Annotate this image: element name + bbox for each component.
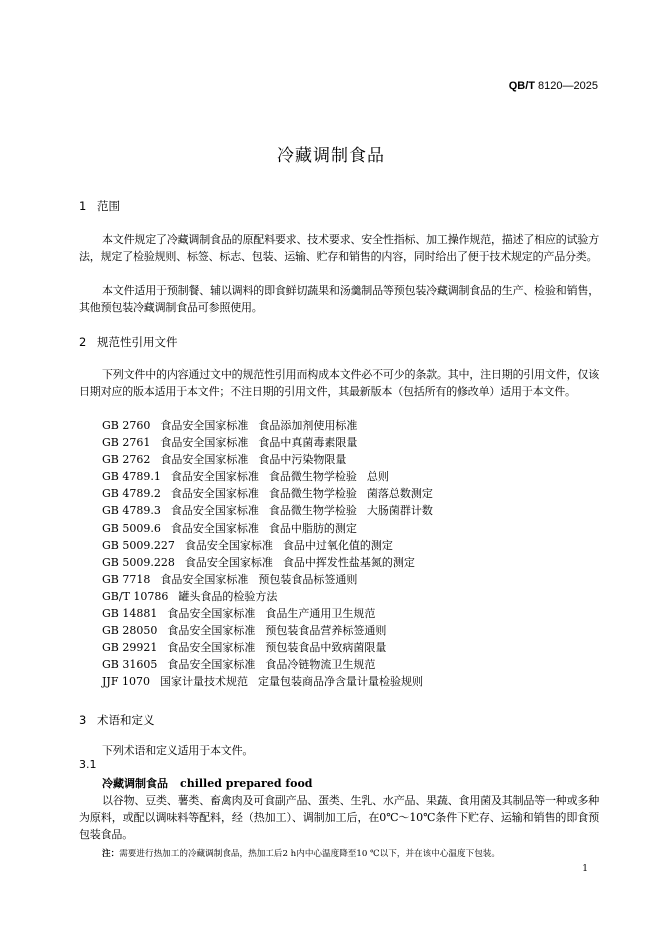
page-number: 1 — [582, 864, 588, 874]
section-2-paragraph-1: 下列文件中的内容通过文中的规范性引用而构成本文件必不可少的条款。其中，注日期的引用文件，仅该日期对应的版本适用于本文件；不注日期的引用文件，其最新版本（包括所有的修改单）适用于本文件。 — [79, 368, 599, 398]
term-heading — [102, 775, 312, 791]
section-number: 3 — [79, 713, 87, 727]
reference-item: GB 5009.227 食品安全国家标准 食品中过氧化值的测定 — [102, 538, 393, 552]
reference-item: GB 5009.228 食品安全国家标准 食品中挥发性盐基氮的测定 — [102, 555, 415, 569]
reference-item: GB 2762 食品安全国家标准 食品中污染物限量 — [102, 453, 347, 467]
term-chinese: 冷藏调制食品 — [102, 777, 168, 790]
standard-number — [509, 80, 598, 92]
term-number: 3.1 — [79, 758, 97, 771]
reference-item: GB 5009.6 食品安全国家标准 食品中脂肪的测定 — [102, 521, 357, 535]
section-number: 1 — [79, 199, 87, 213]
section-number: 2 — [79, 335, 87, 349]
standard-code: 8120—2025 — [538, 80, 598, 92]
section-1-heading — [79, 198, 120, 214]
reference-item: GB 2761 食品安全国家标准 食品中真菌毒素限量 — [102, 436, 358, 450]
note-label: 注： — [102, 849, 120, 859]
term-definition: 以谷物、豆类、薯类、畜禽肉及可食副产品、蛋类、生乳、水产品、果蔬、食用菌及其制品等一种或多种为原料，或配以调味料等配料，经（热加工）、调制加工后，在0℃～10℃条件下贮存、运输和销售的即食预包装食品。 — [79, 794, 599, 841]
reference-item: GB 4789.1 食品安全国家标准 食品微生物学检验 总则 — [102, 470, 389, 484]
page-title: 冷藏调制食品 — [277, 146, 385, 166]
section-1-paragraph-2: 本文件适用于预制餐、辅以调料的即食鲜切蔬果和汤羹制品等预包装冷藏调制食品的生产、检验和销售，其他预包装冷藏调制食品可参照使用。 — [79, 284, 599, 314]
reference-item: JJF 1070 国家计量技术规范 定量包装商品净含量计量检验规则 — [102, 675, 423, 689]
note — [102, 847, 500, 859]
section-3-paragraph-1: 下列术语和定义适用于本文件。 — [102, 744, 254, 757]
section-title: 术语和定义 — [97, 713, 155, 727]
reference-item: GB 14881 食品安全国家标准 食品生产通用卫生规范 — [102, 607, 376, 621]
note-text: 需要进行热加工的冷藏调制食品，热加工后2 h内中心温度降至10 ℃以下，并在该中心温度下包装。 — [119, 849, 500, 859]
standard-prefix: QB/T — [508, 80, 535, 92]
section-title: 范围 — [97, 199, 120, 213]
section-2-heading — [79, 334, 178, 350]
reference-item: GB/T 10786 罐头食品的检验方法 — [102, 589, 278, 603]
reference-item: GB 4789.3 食品安全国家标准 食品微生物学检验 大肠菌群计数 — [102, 504, 433, 518]
section-title: 规范性引用文件 — [97, 335, 178, 349]
reference-item: GB 29921 食品安全国家标准 预包装食品中致病菌限量 — [102, 641, 387, 655]
section-3-heading — [79, 712, 155, 728]
reference-item: GB 28050 食品安全国家标准 预包装食品营养标签通则 — [102, 624, 387, 638]
reference-list — [102, 417, 433, 691]
section-1-paragraph-1: 本文件规定了冷藏调制食品的原配料要求、技术要求、安全性指标、加工操作规范，描述了相应的试验方法，规定了检验规则、标签、标志、包装、运输、贮存和销售的内容，同时给出了便于技术规定的产品分类。 — [79, 233, 599, 263]
reference-item: GB 7718 食品安全国家标准 预包装食品标签通则 — [102, 572, 358, 586]
reference-item: GB 31605 食品安全国家标准 食品冷链物流卫生规范 — [102, 658, 376, 672]
reference-item: GB 2760 食品安全国家标准 食品添加剂使用标准 — [102, 419, 358, 432]
term-english: chilled prepared food — [180, 777, 313, 790]
reference-item: GB 4789.2 食品安全国家标准 食品微生物学检验 菌落总数测定 — [102, 487, 433, 501]
